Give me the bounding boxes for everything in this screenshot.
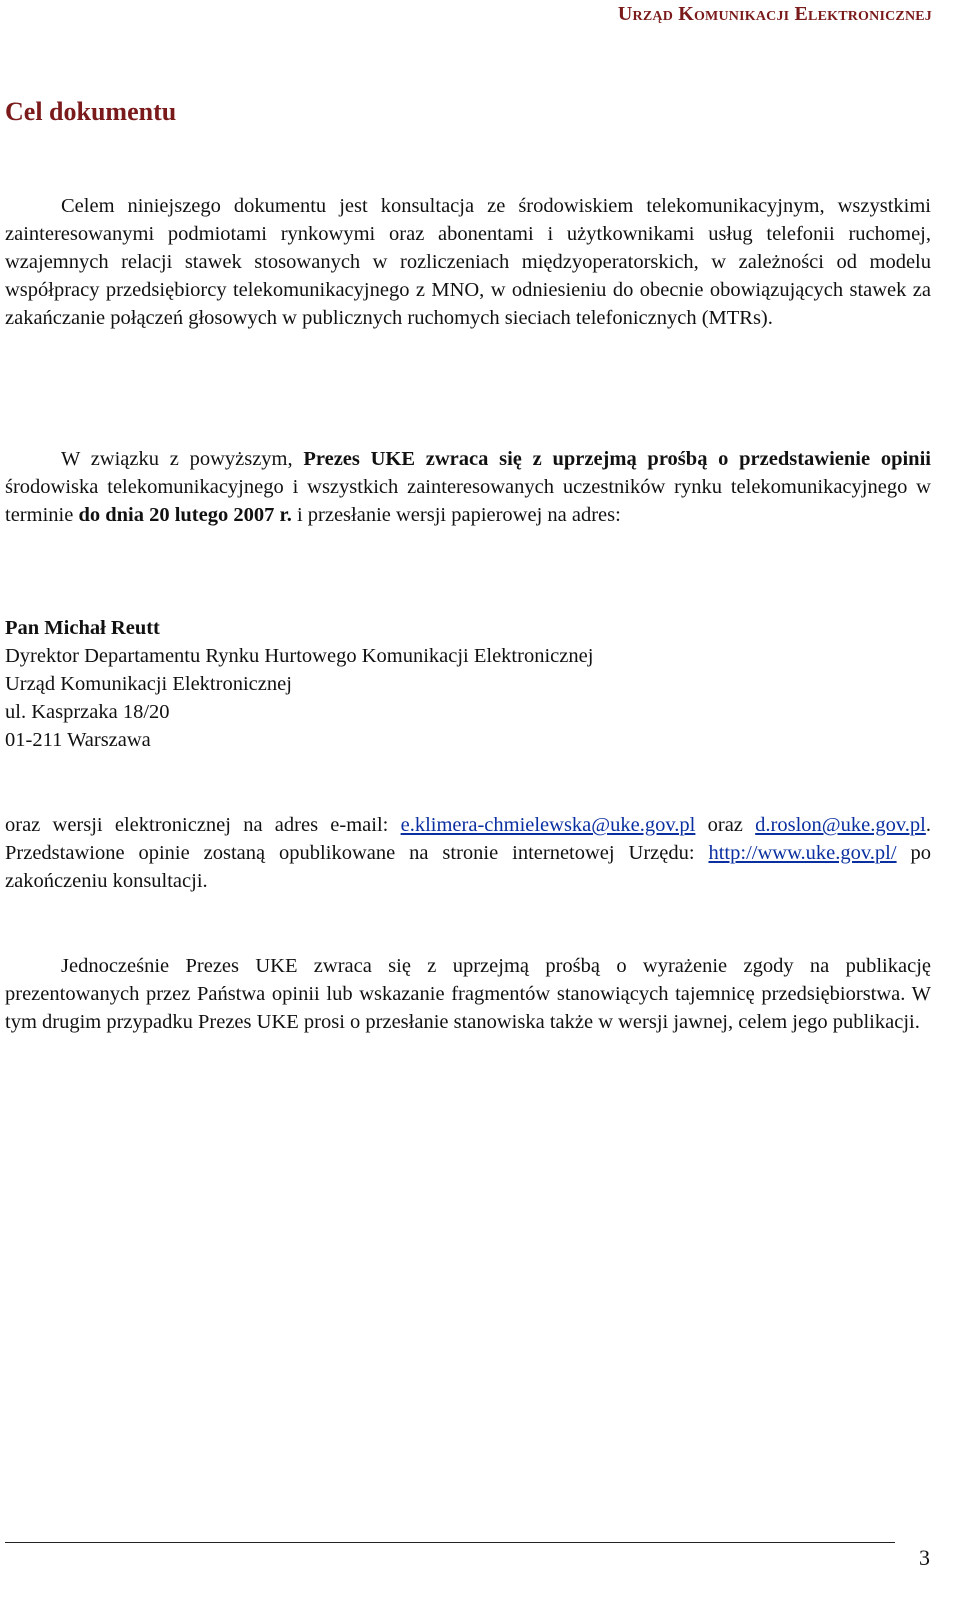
address-name: Pan Michał Reutt <box>5 617 160 639</box>
postal-address <box>5 614 931 754</box>
request-middle: środowiska telekomunikacyjnego i wszystkich zainteresowanych uczestników rynku telekomunikacyjnego w terminie <box>5 476 931 526</box>
footer-divider <box>5 1542 895 1543</box>
website-link[interactable]: http://www.uke.gov.pl/ <box>708 842 897 864</box>
address-street: ul. Kasprzaka 18/20 <box>5 701 170 723</box>
paragraph-request <box>5 445 931 529</box>
page-number: 3 <box>919 1545 930 1570</box>
paragraph-purpose: Celem niniejszego dokumentu jest konsultacja ze środowiskiem telekomunikacyjnym, wszystkimi zainteresowanymi podmiotami rynkowymi oraz abonentami i użytkownikami usług telefonii ruchomej, wzajemnych relacji stawek stosowanych w rozliczeniach międzyoperatorskich, w zależności od modelu współpracy przedsiębiorcy telekomunikacyjnego z MNO, w odniesieniu do obecnie obowiązujących stawek za zakańczanie połączeń głosowych w publicznych ruchomych sieciach telefonicznych (MTRs). <box>5 195 931 329</box>
address-office: Urząd Komunikacji Elektronicznej <box>5 673 292 695</box>
email-and: oraz <box>695 814 756 836</box>
email-link-1[interactable]: e.klimera-chmielewska@uke.gov.pl <box>400 814 696 836</box>
deadline-bold: do dnia 20 lutego 2007 r. <box>78 504 292 526</box>
address-city: 01-211 Warszawa <box>5 729 151 751</box>
request-bold: Prezes UKE zwraca się z uprzejmą prośbą o przedstawienie opinii <box>303 448 931 470</box>
publish-end: po zakończeniu konsultacji. <box>5 842 932 892</box>
email-intro: oraz wersji elektronicznej na adres e-mail: <box>5 814 401 836</box>
running-header: Urząd Komunikacji Elektronicznej <box>617 3 932 25</box>
paragraph-email <box>5 811 931 895</box>
email-link-2[interactable]: d.roslon@uke.gov.pl <box>755 814 926 836</box>
request-end: i przesłanie wersji papierowej na adres: <box>291 504 621 526</box>
request-intro: W związku z powyższym, <box>61 448 304 470</box>
address-position: Dyrektor Departamentu Rynku Hurtowego Komunikacji Elektronicznej <box>5 645 594 667</box>
publish-text: . Przedstawione opinie zostaną opublikowane na stronie internetowej Urzędu: <box>5 814 931 864</box>
paragraph-consent: Jednocześnie Prezes UKE zwraca się z uprzejmą prośbą o wyrażenie zgody na publikację prezentowanych przez Państwa opinii lub wskazanie fragmentów stanowiących tajemnicę przedsiębiorstwa. W tym drugim przypadku Prezes UKE prosi o przesłanie stanowiska także w wersji jawnej, celem jego publikacji. <box>5 955 931 1033</box>
section-title: Cel dokumentu <box>5 97 177 126</box>
